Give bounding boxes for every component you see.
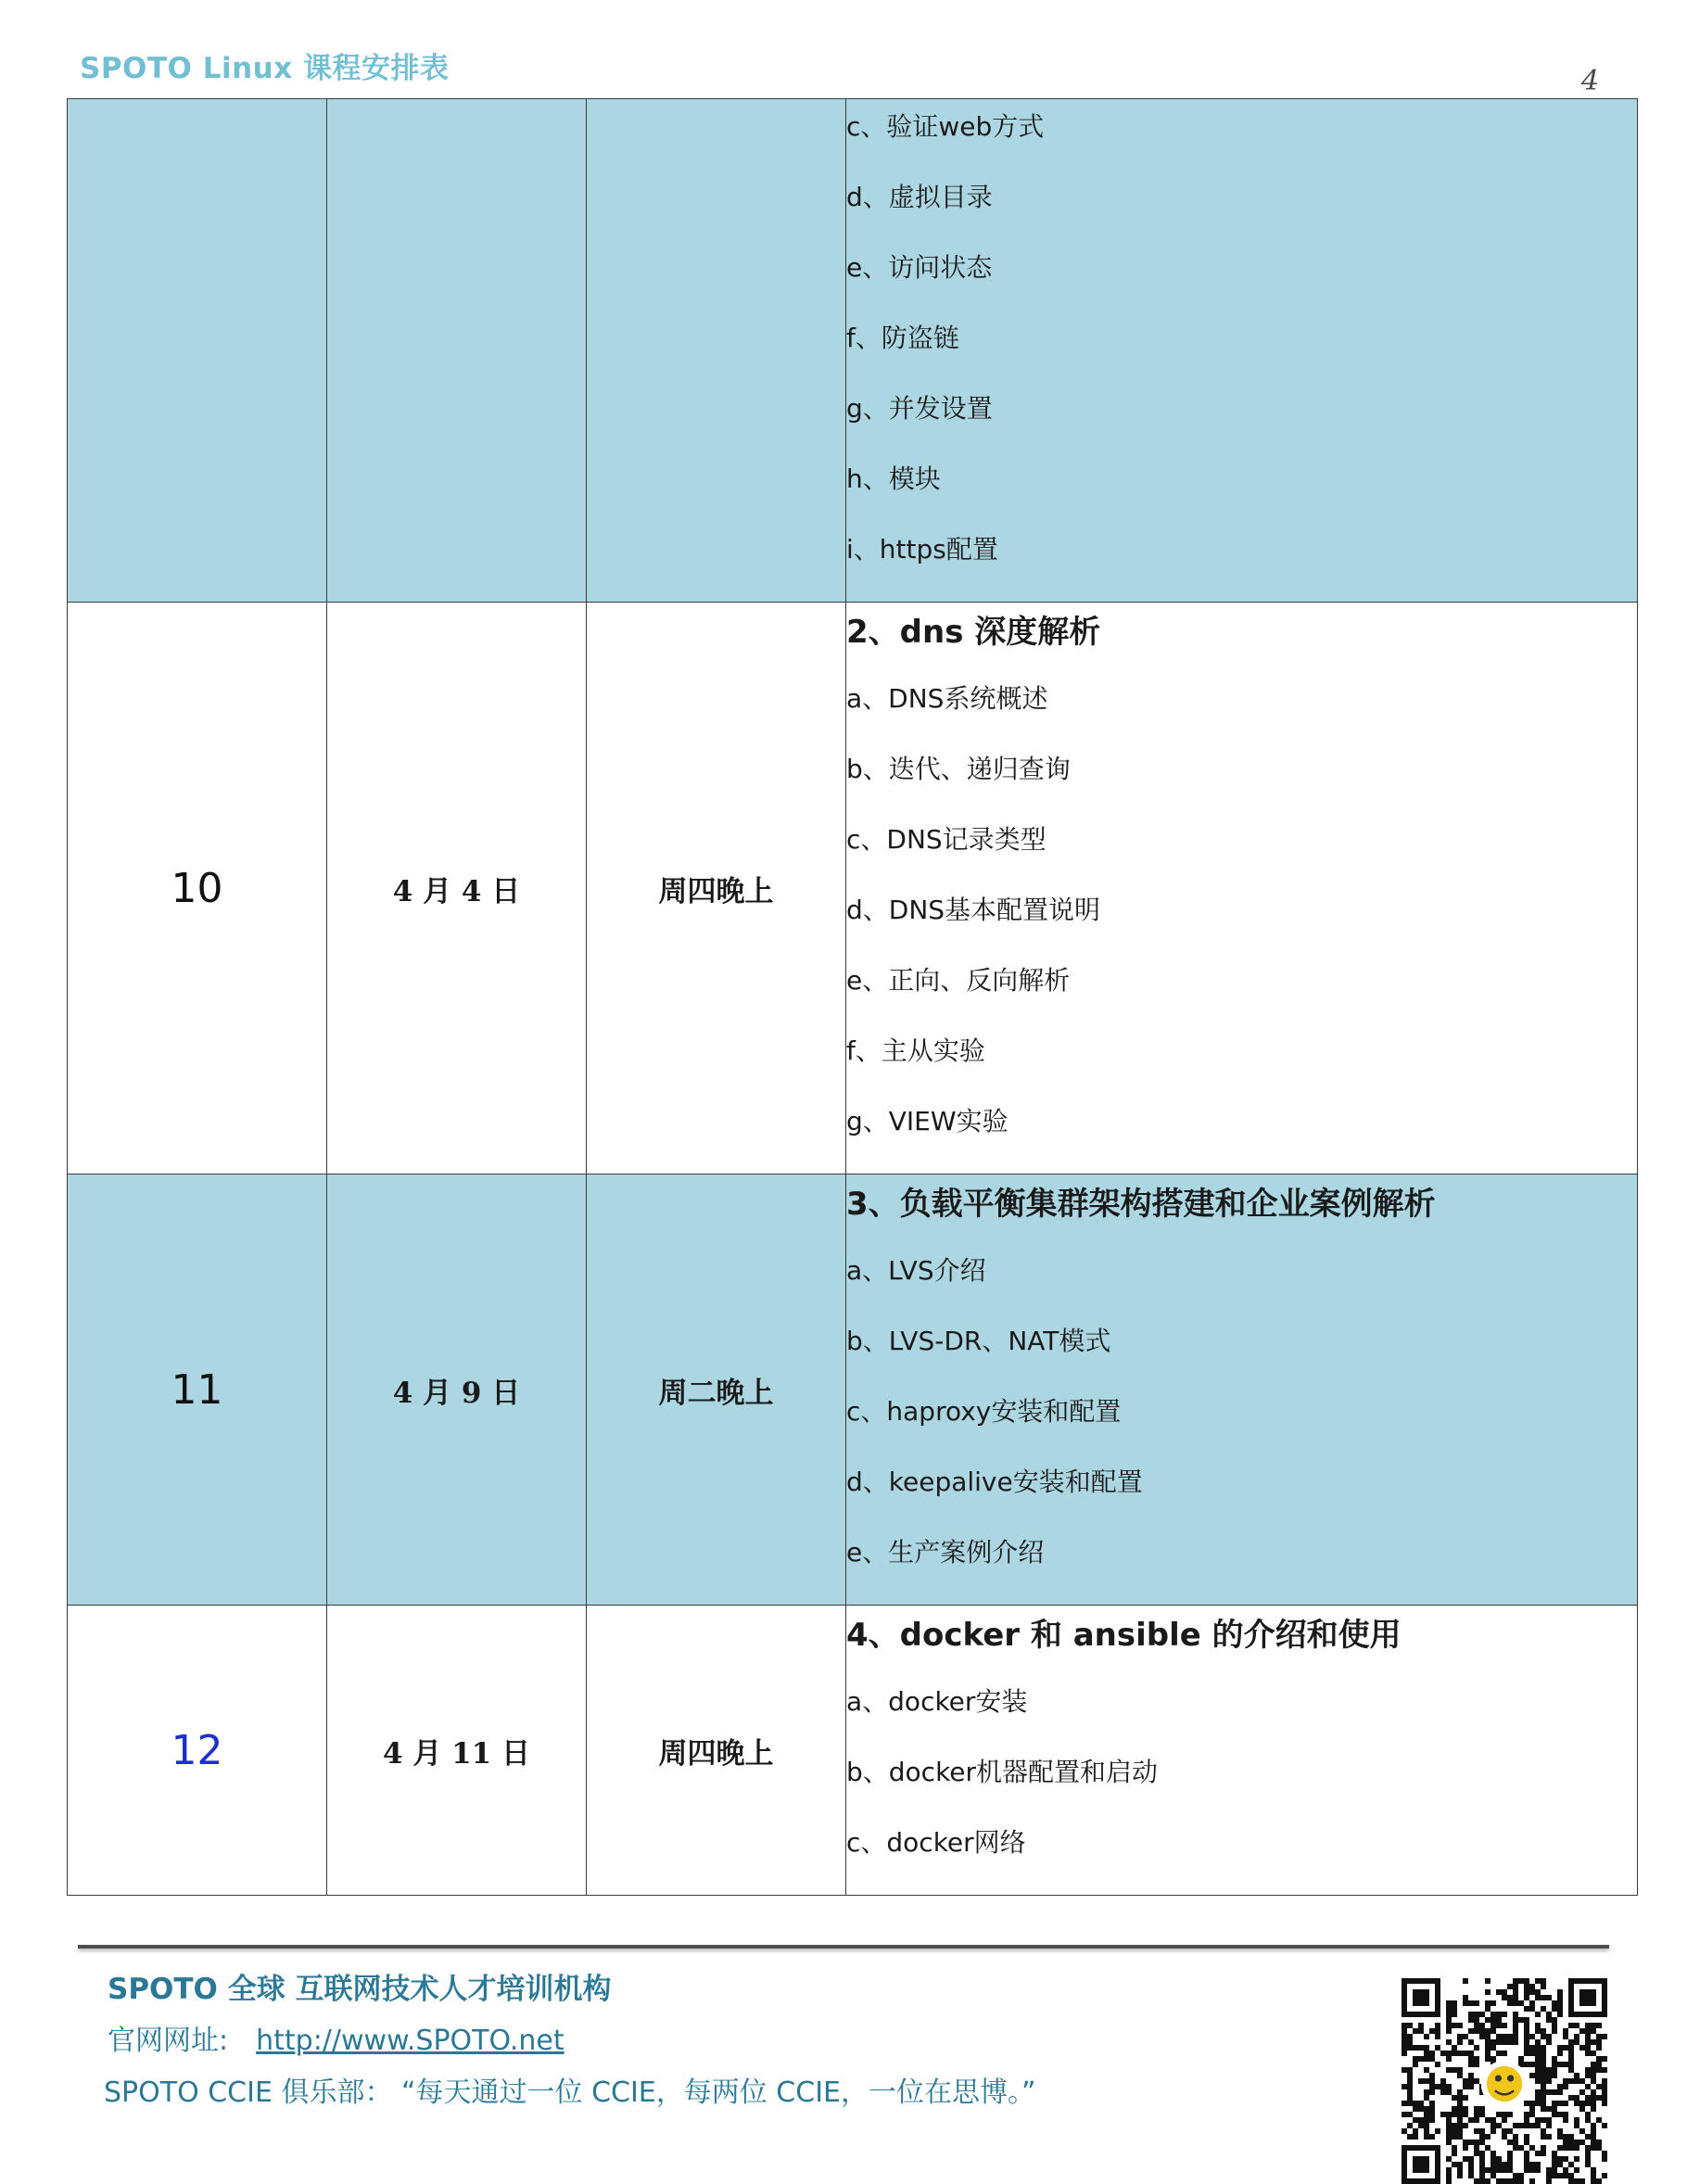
lesson-number-cell — [68, 99, 327, 603]
list-item: h、模块 — [846, 463, 941, 494]
table-row — [68, 1175, 1638, 1606]
list-item: b、迭代、递归查询 — [846, 754, 1071, 784]
list-item: d、虚拟目录 — [846, 182, 993, 212]
list-item: c、haproxy安装和配置 — [846, 1396, 1122, 1427]
time-cell: 周四晚上 — [587, 1606, 846, 1896]
website-link[interactable]: http://www.SPOTO.net — [256, 2025, 564, 2057]
section-heading: 2、dns 深度解析 — [846, 614, 1101, 651]
footer-divider — [78, 1945, 1609, 1949]
section-heading: 3、负载平衡集群架构搭建和企业案例解析 — [846, 1186, 1436, 1223]
time-cell: 周二晚上 — [587, 1175, 846, 1606]
content-cell — [846, 99, 1638, 603]
footer-club-slogan: SPOTO CCIE 俱乐部： “每天通过一位 CCIE，每两位 CCIE，一位在思博。” — [104, 2076, 1036, 2109]
list-item: f、防盗链 — [846, 323, 959, 353]
website-label: 官网网址: — [108, 2025, 229, 2057]
list-item: g、VIEW实验 — [846, 1106, 1008, 1136]
time-cell: 周四晚上 — [587, 603, 846, 1175]
list-item: e、正向、反向解析 — [846, 965, 1071, 996]
list-item: b、LVS-DR、NAT模式 — [846, 1326, 1111, 1356]
lesson-number-cell: 11 — [68, 1175, 327, 1606]
content-cell — [846, 1175, 1638, 1606]
list-item: e、访问状态 — [846, 252, 993, 283]
content-cell — [846, 1606, 1638, 1896]
header-title: SPOTO Linux 课程安排表 — [80, 52, 450, 85]
page-number: 4 — [1581, 65, 1600, 97]
list-item: a、LVS介绍 — [846, 1255, 986, 1286]
lesson-number-cell: 10 — [68, 603, 327, 1175]
section-heading: 4、docker 和 ansible 的介绍和使用 — [846, 1617, 1402, 1654]
list-item: c、DNS记录类型 — [846, 824, 1046, 855]
list-item: f、主从实验 — [846, 1035, 985, 1066]
list-item: c、验证web方式 — [846, 111, 1045, 142]
table-row — [68, 603, 1638, 1175]
date-cell — [327, 99, 587, 603]
list-item: i、https配置 — [846, 534, 998, 565]
list-item: a、DNS系统概述 — [846, 683, 1048, 714]
course-schedule-table — [67, 98, 1638, 1896]
date-cell: 4 月 9 日 — [327, 1175, 587, 1606]
content-cell — [846, 603, 1638, 1175]
list-item: e、生产案例介绍 — [846, 1537, 1045, 1568]
table-row — [68, 1606, 1638, 1896]
time-cell — [587, 99, 846, 603]
date-cell: 4 月 11 日 — [327, 1606, 587, 1896]
list-item: d、keepalive安装和配置 — [846, 1467, 1143, 1497]
qr-code-icon — [1402, 1978, 1607, 2184]
lesson-number-cell: 12 — [68, 1606, 327, 1896]
footer-organization: SPOTO 全球 互联网技术人才培训机构 — [108, 1973, 612, 2006]
list-item: g、并发设置 — [846, 393, 993, 424]
date-cell: 4 月 4 日 — [327, 603, 587, 1175]
list-item: b、docker机器配置和启动 — [846, 1757, 1159, 1787]
list-item: c、docker网络 — [846, 1827, 1026, 1858]
table-row — [68, 99, 1638, 603]
list-item: a、docker安装 — [846, 1686, 1028, 1717]
list-item: d、DNS基本配置说明 — [846, 895, 1101, 925]
footer-website — [108, 2017, 564, 2058]
